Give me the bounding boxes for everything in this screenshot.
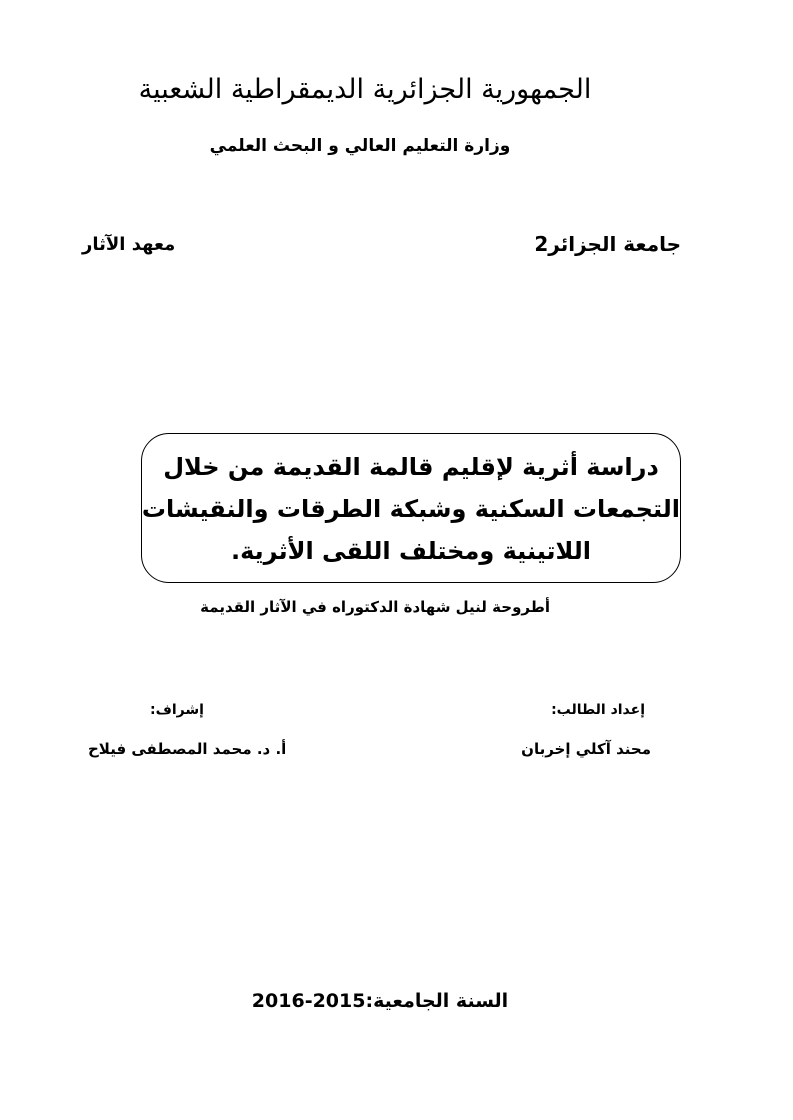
academic-year: السنة الجامعية:2015-2016 [251,990,509,1012]
supervision-label: إشراف: [150,702,204,718]
thesis-description: أطروحة لنيل شهادة الدكتوراه في الآثار القديمة [200,598,550,616]
thesis-title-box [141,433,681,583]
ministry-heading: وزارة التعليم العالي و البحث العلمي [209,136,511,156]
thesis-title-line-2: التجمعات السكنية وشبكة الطرقات والنقيشات [141,495,680,523]
university-name: جامعة الجزائر2 [534,232,681,256]
thesis-title-line-3: اللاتينية ومختلف اللقى الأثرية. [230,537,592,565]
republic-heading: الجمهورية الجزائرية الديمقراطية الشعبية [138,74,592,105]
institute-name: معهد الآثار [82,234,176,255]
supervisor-name: أ. د. محمد المصطفى فيلاح [88,740,287,758]
prepared-by-label: إعداد الطالب: [551,702,645,718]
thesis-title-line-1: دراسة أثرية لإقليم قالمة القديمة من خلال [163,453,659,481]
student-name: محند آكلي إخربان [521,740,651,758]
